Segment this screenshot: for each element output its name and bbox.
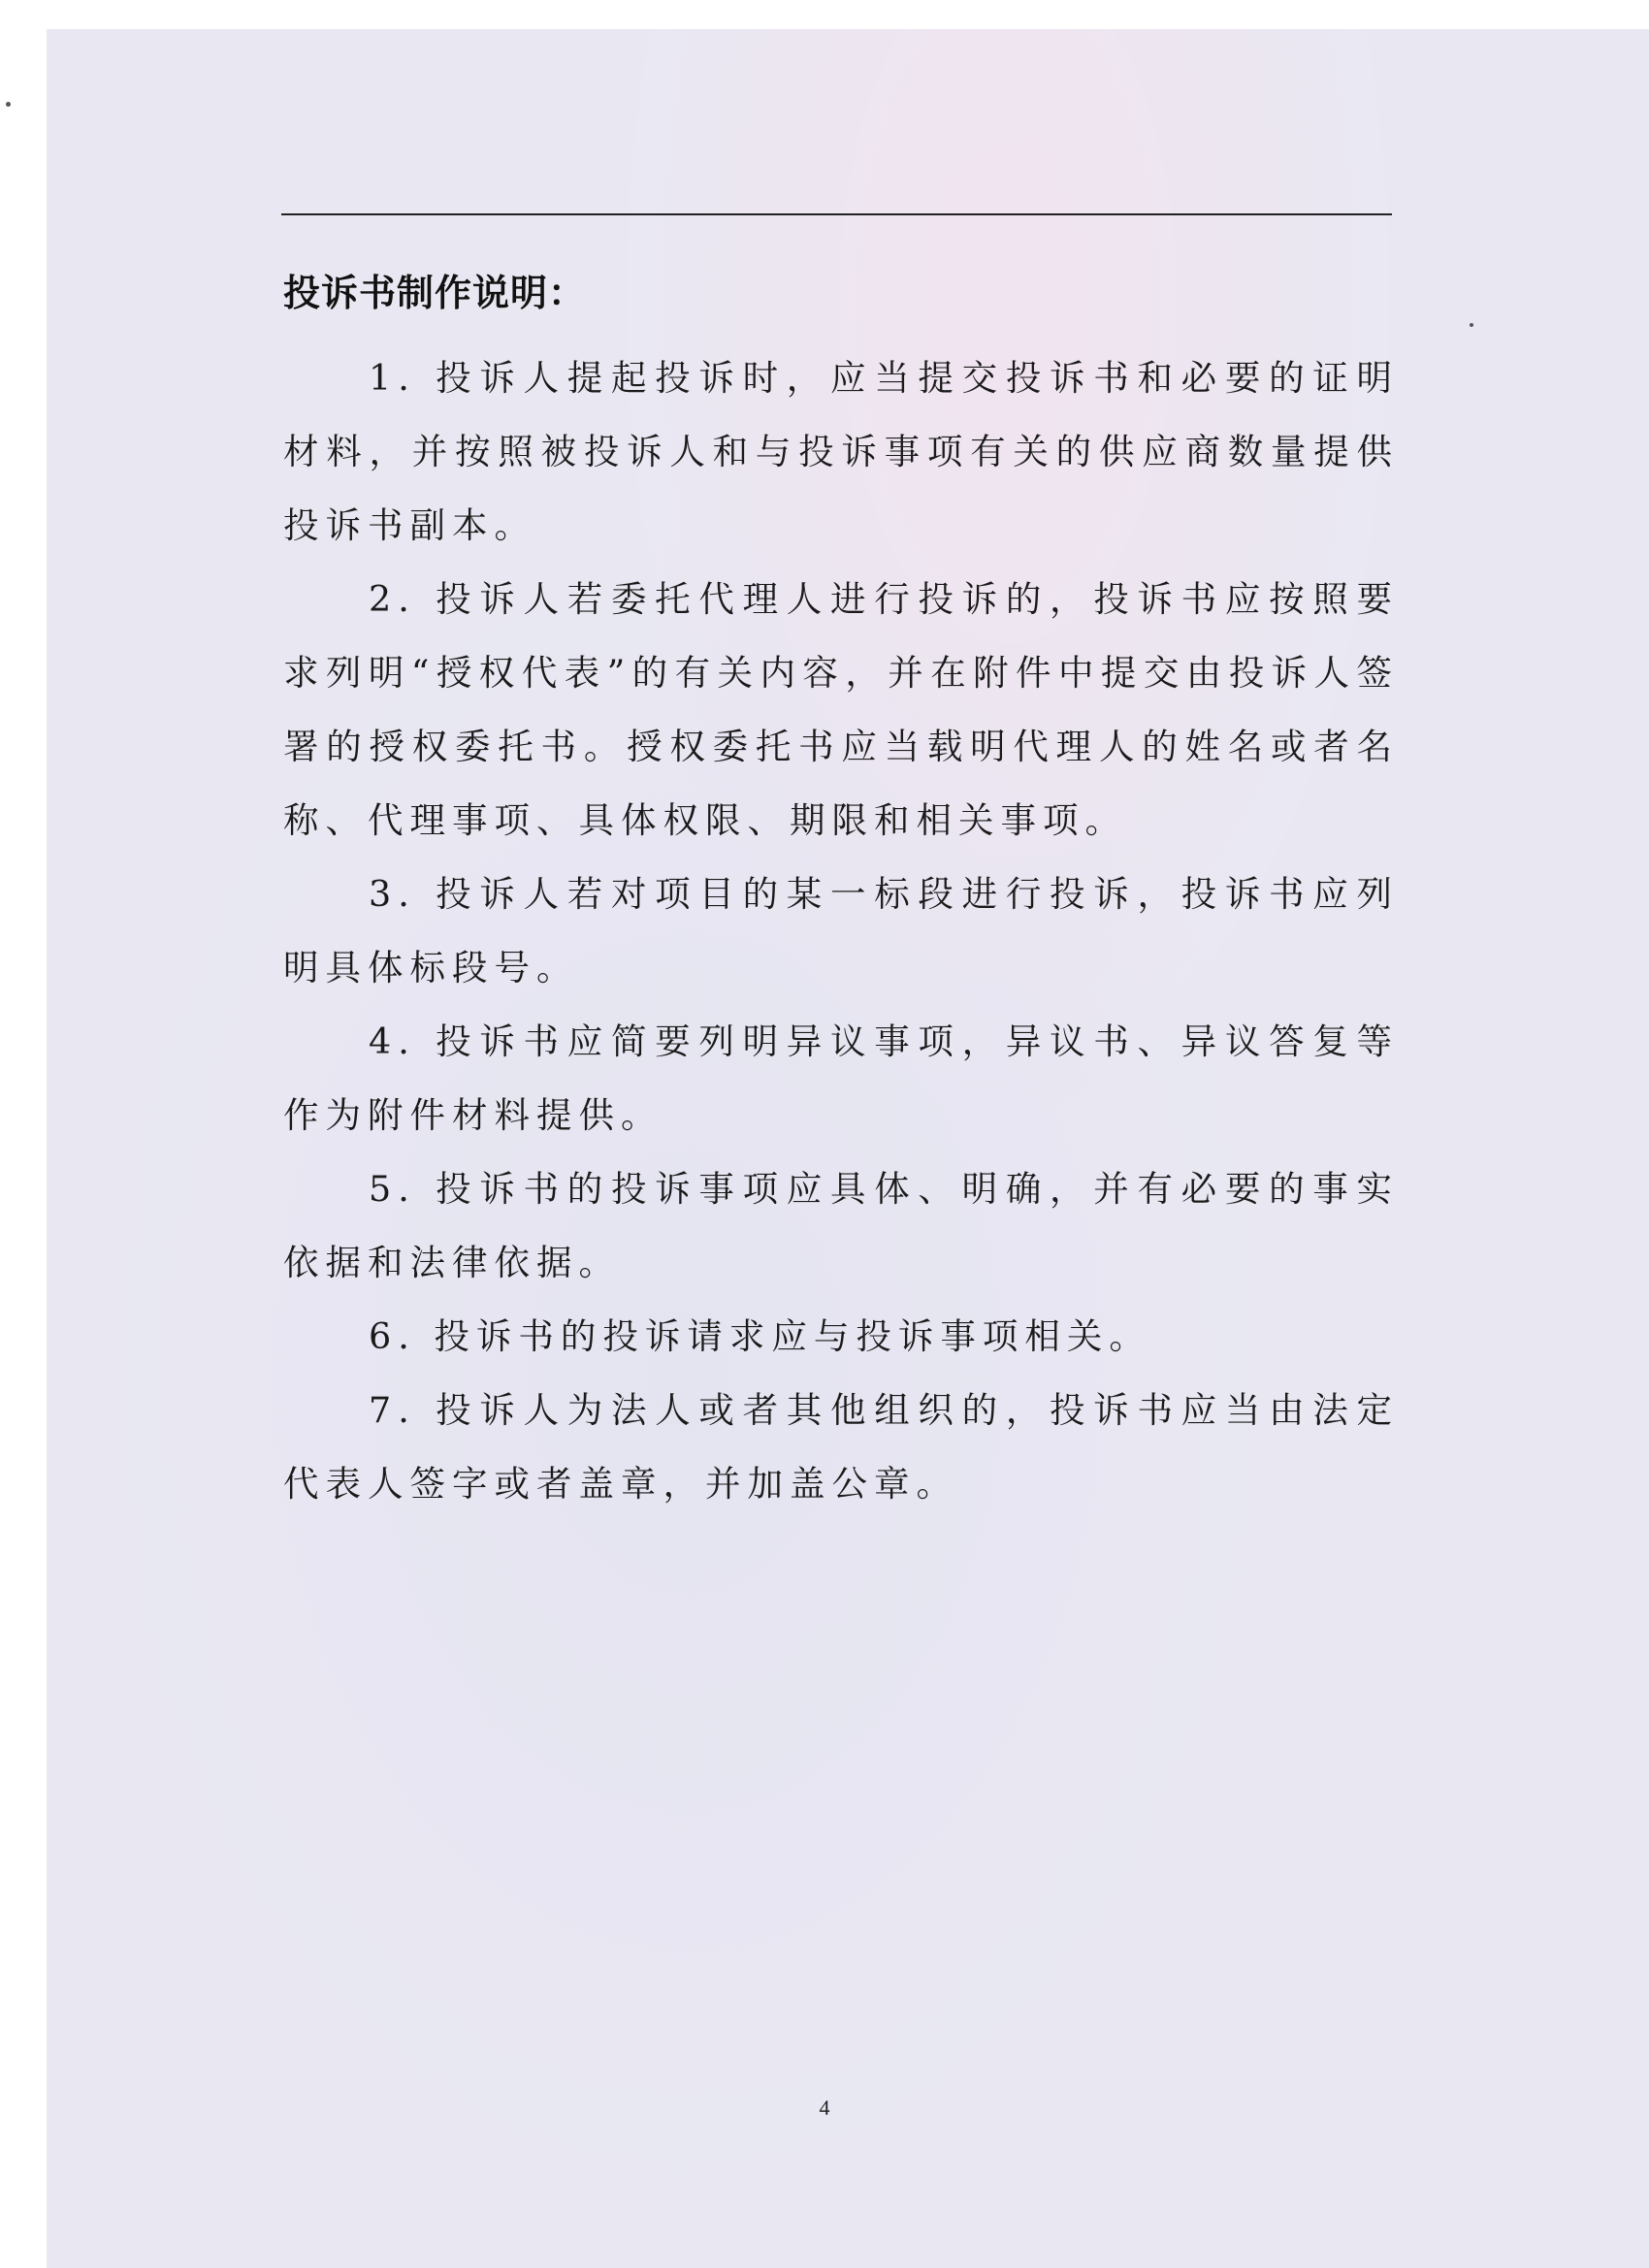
page-number: 4 bbox=[819, 2095, 830, 2120]
document-body bbox=[283, 341, 1399, 1521]
instruction-paragraph-5: 5. 投诉书的投诉事项应具体、明确，并有必要的事实依据和法律依据。 bbox=[283, 1168, 1399, 1283]
instruction-paragraph-3: 3. 投诉人若对项目的某一标段进行投诉，投诉书应列明具体标段号。 bbox=[283, 873, 1399, 988]
instruction-paragraph-4: 4. 投诉书应简要列明异议事项，异议书、异议答复等作为附件材料提供。 bbox=[283, 1021, 1399, 1136]
instruction-paragraph-2: 2. 投诉人若委托代理人进行投诉的，投诉书应按照要求列明“授权代表”的有关内容，并在附件中提交由投诉人签署的授权委托书。授权委托书应当载明代理人的姓名或者名称、代理事项、具体权限、期限和相关事项。 bbox=[283, 578, 1399, 841]
instruction-paragraph-7: 7. 投诉人为法人或者其他组织的，投诉书应当由法定代表人签字或者盖章，并加盖公章。 bbox=[283, 1389, 1399, 1505]
scan-speck bbox=[6, 102, 11, 107]
document-title: 投诉书制作说明： bbox=[283, 272, 587, 314]
scan-top-margin bbox=[0, 0, 1649, 29]
instruction-paragraph-1: 1. 投诉人提起投诉时，应当提交投诉书和必要的证明材料，并按照被投诉人和与投诉事项有关的供应商数量提供投诉书副本。 bbox=[283, 357, 1399, 546]
instruction-paragraph-6: 6. 投诉书的投诉请求应与投诉事项相关。 bbox=[369, 1315, 1151, 1357]
scan-speck bbox=[1470, 323, 1473, 327]
header-rule bbox=[281, 213, 1392, 215]
